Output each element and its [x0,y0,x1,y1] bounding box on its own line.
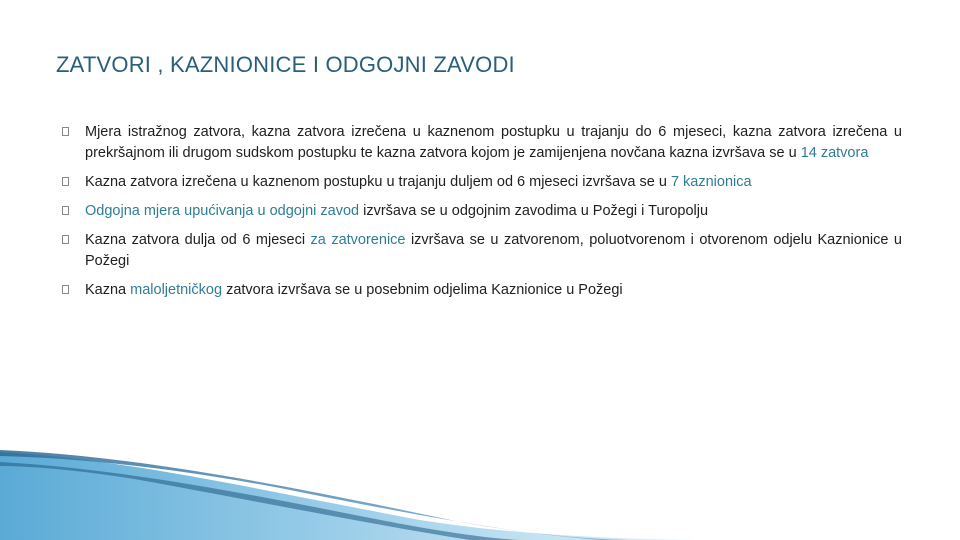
bullet-highlight: 7 kaznionica [670,174,752,190]
bullet-item [62,122,902,164]
square-bullet-icon [62,177,69,186]
bullet-text [85,280,902,301]
bullet-text [85,230,902,272]
bullet-item [62,172,902,193]
bullet-highlight: za zatvorenice [310,232,406,248]
square-bullet-icon [62,206,69,215]
bullet-item [62,280,902,301]
decorative-wave-graphic [0,450,720,540]
bullet-item [62,201,902,222]
bullet-highlight: Odgojna mjera upućivanja u odgojni zavod [85,203,360,219]
bullet-text-pre: Kazna zatvora dulja od 6 mjeseci [85,232,311,248]
bullet-text-pre: Mjera istražnog zatvora, kazna zatvora izrečena u kaznenom postupku u trajanju do 6 mjeseci, kazna zatvora izrečena u prekršajnom ili drugom sudskom postupku te kazna zatvora kojom je zamijenjena novčana kazna izvršava se u [85,124,902,161]
slide-title: ZATVORI , KAZNIONICE I ODGOJNI ZAVODI [56,52,515,77]
bullet-highlight: 14 zatvora [800,145,869,161]
square-bullet-icon [62,285,69,294]
bullet-text [85,172,902,193]
square-bullet-icon [62,235,69,244]
bullet-item [62,230,902,272]
bullet-text-post: zatvora izvršava se u posebnim odjelima Kaznionice u Požegi [222,282,623,298]
bullet-text-pre: Kazna zatvora izrečena u kaznenom postupku u trajanju duljem od 6 mjeseci izvršava se u [85,174,671,190]
bullet-highlight: maloljetničkog [130,282,223,298]
bullet-list [62,122,902,301]
bullet-text-post: izvršava se u zatvorenom, poluotvorenom i otvorenom odjelu Kaznionice u Požegi [85,232,902,269]
bullet-text [85,201,902,222]
bullet-text-post: izvršava se u odgojnim zavodima u Požegi i Turopolju [359,203,709,219]
square-bullet-icon [62,127,69,136]
bullet-text [85,122,902,164]
bullet-text-pre: Kazna [85,282,131,298]
